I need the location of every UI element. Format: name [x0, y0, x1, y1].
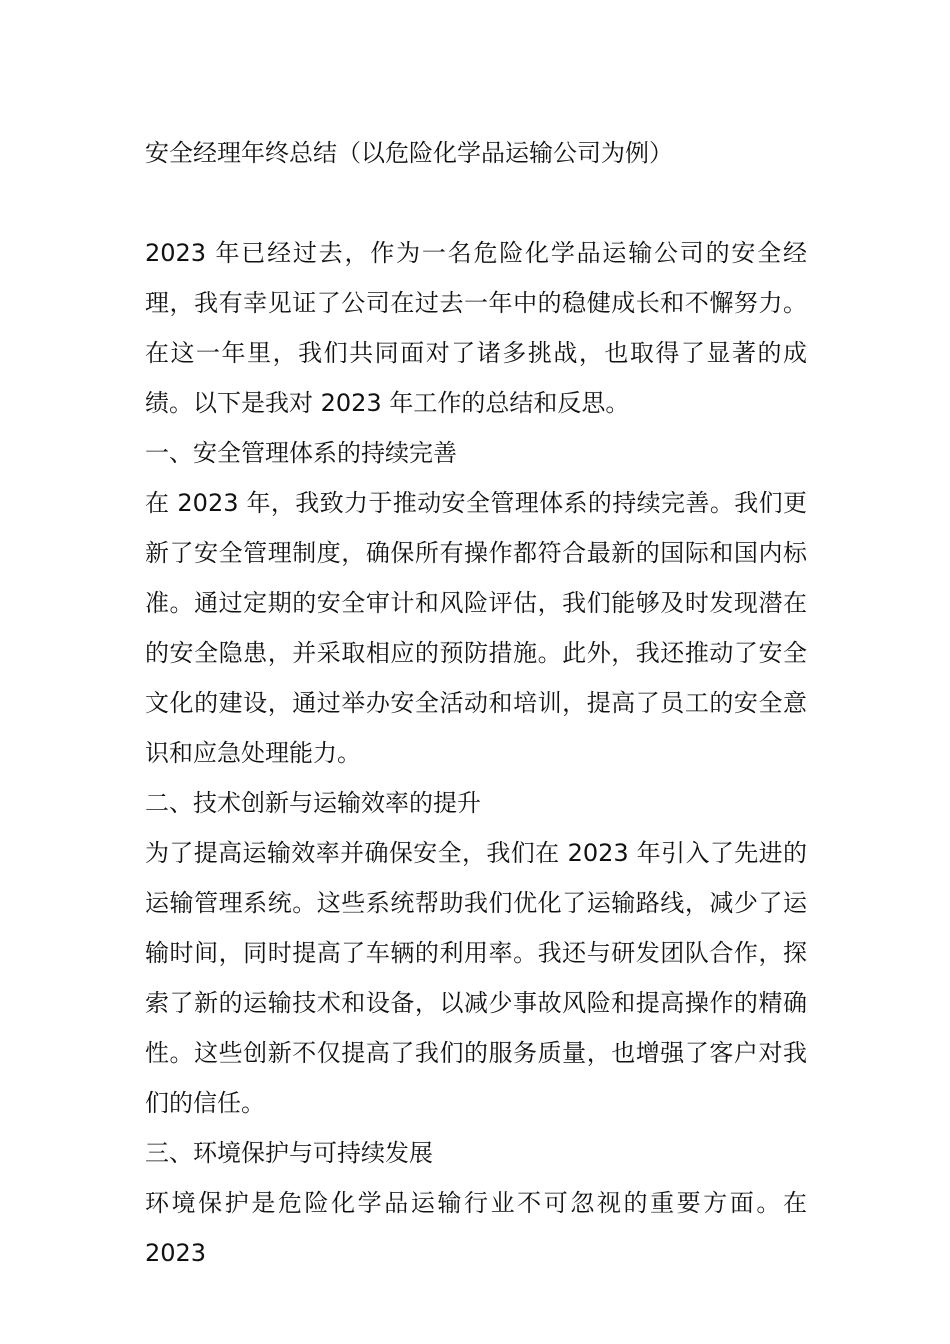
title-spacer — [145, 178, 807, 228]
section-heading-3: 三、环境保护与可持续发展 — [145, 1139, 433, 1167]
document-title: 安全经理年终总结（以危险化学品运输公司为例） — [145, 139, 673, 167]
document-body — [145, 128, 807, 1278]
section-body-1: 在 2023 年，我致力于推动安全管理体系的持续完善。我们更新了安全管理制度，确保所有操作都符合最新的国际和国内标准。通过定期的安全审计和风险评估，我们能够及时发现潜在的安全隐患，并采取相应的预防措施。此外，我还推动了安全文化的建设，通过举办安全活动和培训，提高了员工的安全意识和应急处理能力。 — [145, 489, 807, 767]
section-heading-1: 一、安全管理体系的持续完善 — [145, 439, 457, 467]
section-heading-2: 二、技术创新与运输效率的提升 — [145, 789, 481, 817]
section-body-2: 为了提高运输效率并确保安全，我们在 2023 年引入了先进的运输管理系统。这些系统帮助我们优化了运输路线，减少了运输时间，同时提高了车辆的利用率。我还与研发团队合作，探索了新的运输技术和设备，以减少事故风险和提高操作的精确性。这些创新不仅提高了我们的服务质量，也增强了客户对我们的信任。 — [145, 839, 807, 1117]
intro-paragraph: 2023 年已经过去，作为一名危险化学品运输公司的安全经理，我有幸见证了公司在过去一年中的稳健成长和不懈努力。在这一年里，我们共同面对了诸多挑战，也取得了显著的成绩。以下是我对 2023 年工作的总结和反思。 — [145, 239, 807, 417]
section-body-3: 环境保护是危险化学品运输行业不可忽视的重要方面。在 2023 — [145, 1189, 807, 1267]
